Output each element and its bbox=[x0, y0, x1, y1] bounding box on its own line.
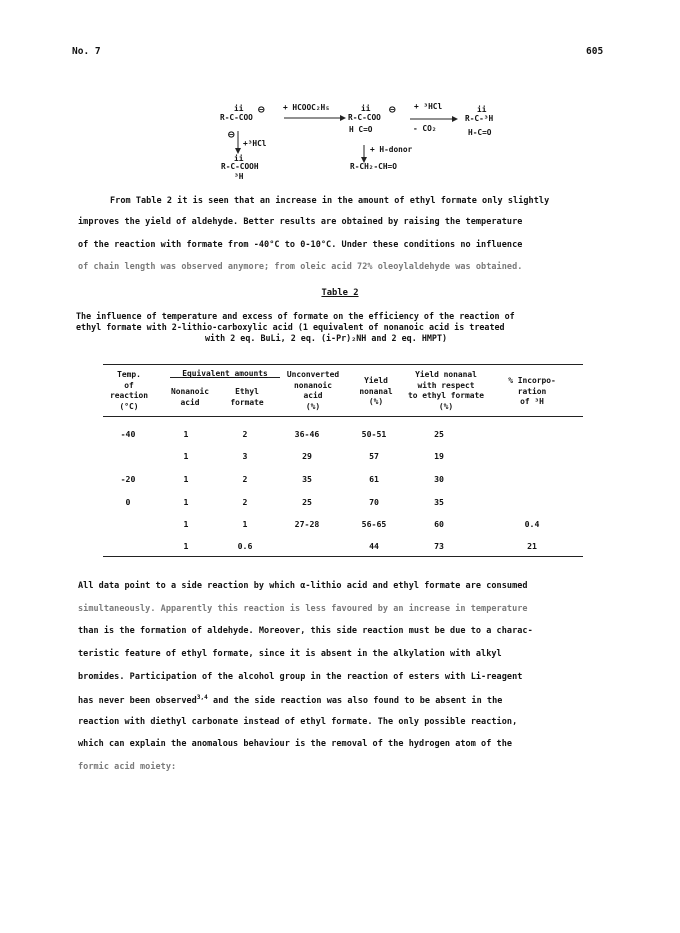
tritium-label: ³H bbox=[234, 172, 244, 181]
cell-yield: 56-65 bbox=[361, 519, 387, 529]
table-header-rule bbox=[103, 416, 583, 417]
cell-yield: 70 bbox=[369, 497, 379, 507]
charge-minus-2: ⊖ bbox=[389, 103, 396, 116]
text-line: improves the yield of aldehyde. Better results are obtained by raising the temperature bbox=[78, 217, 523, 227]
cell-unconverted: 36-46 bbox=[294, 429, 320, 439]
col-group-equivalents: Equivalent amounts bbox=[182, 369, 268, 378]
tritium-hcl-top: + ³HCl bbox=[414, 102, 443, 111]
cell-nonanoic: 1 bbox=[183, 519, 189, 529]
col-header-yield-formate: Yield nonanal with respect to ethyl formate (%) bbox=[407, 370, 484, 411]
text-line: simultaneously. Apparently this reaction is less favoured by an increase in temperature bbox=[78, 604, 528, 614]
text-line: than is the formation of aldehyde. Moreover, this side reaction must be due to a charac- bbox=[78, 626, 533, 636]
tritiated-aldehyde-formyl: H-C=O bbox=[468, 128, 492, 137]
cell-nonanoic: 1 bbox=[183, 451, 189, 461]
cell-nonanoic: 1 bbox=[183, 497, 189, 507]
cell-temp: 0 bbox=[125, 497, 131, 507]
reagent-formate: + HCOOC₂H₅ bbox=[283, 103, 330, 112]
cell-formate: 2 bbox=[242, 429, 248, 439]
carbanion-1: R-C-COO bbox=[220, 113, 253, 122]
col-header-unconverted: Unconverted nonanoic acid (%) bbox=[286, 370, 340, 411]
cell-yield: 44 bbox=[369, 541, 379, 551]
table-bottom-rule bbox=[103, 556, 583, 557]
text-line: of chain length was observed anymore; from oleic acid 72% oleoylaldehyde was obtained. bbox=[78, 262, 523, 272]
table-title: Table 2 bbox=[321, 288, 359, 298]
text-line: bromides. Participation of the alcohol group in the reaction of esters with Li-reagent bbox=[78, 672, 523, 682]
text-line: of the reaction with formate from -40°C to 0-10°C. Under these conditions no influence bbox=[78, 240, 523, 250]
cell-unconverted: 35 bbox=[302, 474, 312, 484]
aldehyde-product: R-CH₂-CH=O bbox=[350, 162, 397, 171]
citation-superscript: 3,4 bbox=[196, 694, 208, 701]
cell-formate: 0.6 bbox=[237, 541, 253, 551]
cell-formate: 1 bbox=[242, 519, 248, 529]
cell-yield-formate: 30 bbox=[434, 474, 444, 484]
h-donor: + H-donor bbox=[370, 145, 413, 154]
cell-yield-formate: 60 bbox=[434, 519, 444, 529]
cell-yield: 61 bbox=[369, 474, 379, 484]
col-header-yield: Yield nonanal (%) bbox=[359, 376, 393, 406]
cell-yield-formate: 25 bbox=[434, 429, 444, 439]
cell-temp: -40 bbox=[120, 429, 136, 439]
text-line: teristic feature of ethyl formate, since it is absent in the alkylation with alkyl bbox=[78, 649, 502, 659]
cell-temp: -20 bbox=[120, 474, 136, 484]
cell-formate: 3 bbox=[242, 451, 248, 461]
table-caption: The influence of temperature and excess of formate on the efficiency of the reaction of bbox=[76, 311, 515, 321]
cell-yield-formate: 35 bbox=[434, 497, 444, 507]
text-line: All data point to a side reaction by which α-lithio acid and ethyl formate are consumed bbox=[78, 581, 528, 591]
table-caption: with 2 eq. BuLi, 2 eq. (i-Pr)₂NH and 2 eq. HMPT) bbox=[205, 333, 448, 343]
formyl-group: H C=O bbox=[349, 125, 373, 134]
cell-unconverted: 29 bbox=[302, 451, 312, 461]
journal-issue: No. 7 bbox=[72, 46, 101, 57]
cell-nonanoic: 1 bbox=[183, 541, 189, 551]
cell-nonanoic: 1 bbox=[183, 429, 189, 439]
cell-yield-formate: 73 bbox=[434, 541, 444, 551]
intermediate-carbanion: R-C-COO bbox=[348, 113, 381, 122]
cell-yield-formate: 19 bbox=[434, 451, 444, 461]
charge-minus-1: ⊖ bbox=[258, 103, 265, 116]
cell-incorporation: 21 bbox=[527, 541, 537, 551]
cell-formate: 2 bbox=[242, 497, 248, 507]
col-header-temp: Temp. of reaction (°C) bbox=[109, 370, 148, 411]
text-line: has never been observed$^{3,4}$ and the side reaction was also found to be absent in the bbox=[78, 694, 503, 706]
table-caption: ethyl formate with 2-lithio-carboxylic acid (1 equivalent of nonanoic acid is treated bbox=[76, 322, 505, 332]
tritium-hcl-left: +³HCl bbox=[243, 139, 267, 148]
cell-unconverted: 25 bbox=[302, 497, 312, 507]
cell-unconverted: 27-28 bbox=[294, 519, 320, 529]
col-header-nonanoic: Nonanoic acid bbox=[170, 387, 209, 407]
text-line: reaction with diethyl carbonate instead of ethyl formate. The only possible reaction, bbox=[78, 717, 518, 727]
text-line: formic acid moiety: bbox=[78, 762, 177, 772]
page-number: 605 bbox=[586, 46, 604, 57]
table-top-rule bbox=[103, 364, 583, 365]
charge-minus-3: ⊖ bbox=[228, 128, 235, 141]
cell-yield: 50-51 bbox=[361, 429, 387, 439]
tritiated-acid: R-C-COOH bbox=[221, 162, 259, 171]
tritiated-aldehyde: R-C-³H bbox=[465, 114, 494, 123]
cell-incorporation: 0.4 bbox=[524, 519, 540, 529]
text-line: From Table 2 it is seen that an increase in the amount of ethyl formate only slightly bbox=[110, 196, 550, 206]
cell-formate: 2 bbox=[242, 474, 248, 484]
cell-yield: 57 bbox=[369, 451, 379, 461]
text-line: which can explain the anomalous behaviour is the removal of the hydrogen atom of the bbox=[78, 739, 513, 749]
col-header-incorporation: % Incorpo- ration of ³H bbox=[508, 376, 556, 406]
cell-nonanoic: 1 bbox=[183, 474, 189, 484]
col-header-ethyl-formate: Ethyl formate bbox=[230, 387, 264, 407]
co2-loss: - CO₂ bbox=[413, 124, 437, 133]
